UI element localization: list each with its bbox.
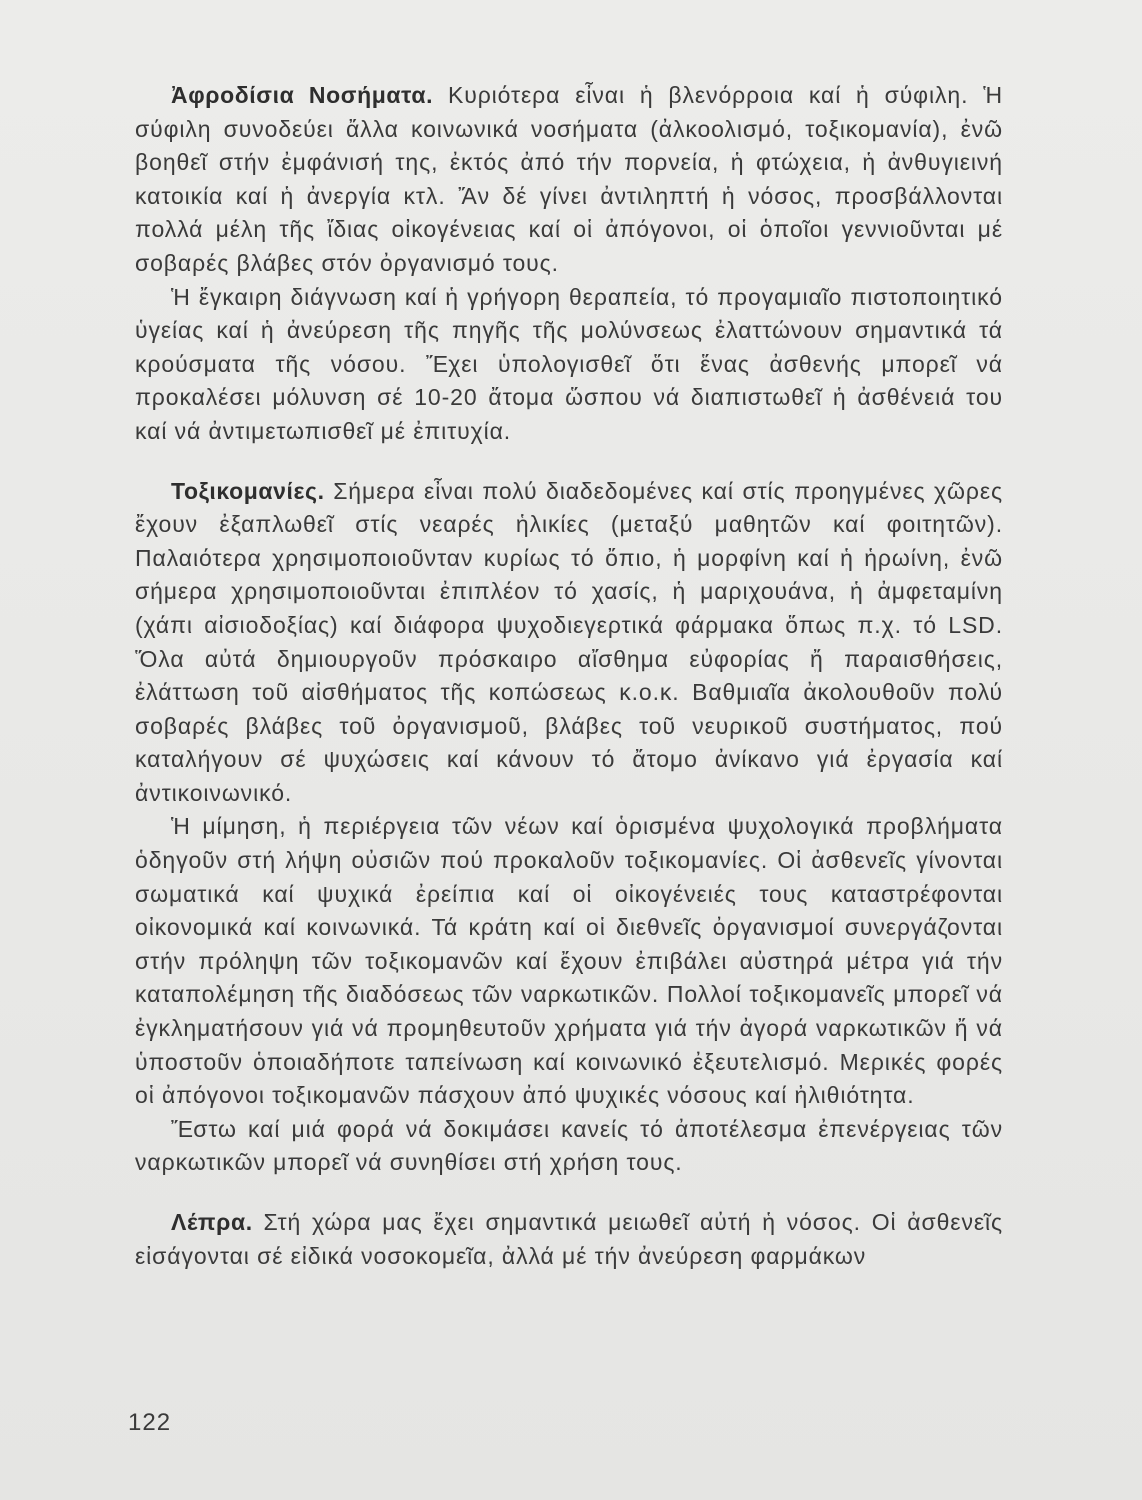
page-number: 122 (128, 1409, 172, 1436)
paragraph-text: Κυριότερα εἶναι ἡ βλενόρροια καί ἡ σύφιλη. Ἡ σύφιλη συνοδεύει ἄλλα κοινωνικά νοσήματα (ἀλκοολισμό, τοξικομανία), ἐνῶ βοηθεῖ στήν ἐμφάνισή της, ἐκτός ἀπό τήν πορνεία, ἡ φτώχεια, ἡ ἀνθυγιεινή κατοικία καί ἡ ἀνεργία κτλ. Ἄν δέ γίνει ἀντιληπτή ἡ νόσος, προσβάλλονται πολλά μέλη τῆς ἴδιας οἰκογένειας καί οἱ ἀπόγονοι, οἱ ὁποῖοι γεννιοῦνται μέ σοβαρές βλάβες στόν ὀργανισμό τους. (135, 82, 1003, 276)
page-body (135, 79, 1003, 1273)
paragraph-text: Στή χώρα μας ἔχει σημαντικά μειωθεῖ αὐτή ἡ νόσος. Οἱ ἀσθενεῖς εἰσάγονται σέ εἰδικά νοσοκομεῖα, ἀλλά μέ τήν ἀνεύρεση φαρμάκων (135, 1209, 1003, 1269)
paragraph-imitation: Ἡ μίμηση, ἡ περιέργεια τῶν νέων καί ὁρισμένα ψυχολογικά προβλήματα ὁδηγοῦν στή λήψη οὐσιῶν πού προκαλοῦν τοξικομανίες. Οἱ ἀσθενεῖς γίνονται σωματικά καί ψυχικά ἐρείπια καί οἱ οἰκογένειές τους καταστρέφονται οἰκονομικά καί κοινωνικά. Τά κράτη καί οἱ διεθνεῖς ὀργανισμοί συνεργάζονται στήν πρόληψη τῶν τοξικομανῶν καί ἔχουν ἐπιβάλει αὐστηρά μέτρα γιά τήν καταπολέμηση τῆς διαδόσεως τῶν ναρκωτικῶν. Πολλοί τοξικομανεῖς μπορεῖ νά ἐγκληματήσουν γιά νά προμηθευτοῦν χρήματα γιά τήν ἀγορά ναρκωτικῶν ἤ νά ὑποστοῦν ὁποιαδήποτε ταπείνωση καί κοινωνικό ἐξευτελισμό. Μερικές φορές οἱ ἀπόγονοι τοξικομανῶν πάσχουν ἀπό ψυχικές νόσους καί ἠλιθιότητα. (135, 813, 1003, 1109)
section-spacer (135, 1180, 1003, 1206)
paragraph-diagnosis: Ἡ ἔγκαιρη διάγνωση καί ἡ γρήγορη θεραπεία, τό προγαμιαῖο πιστοποιητικό ὑγείας καί ἡ ἀνεύρεση τῆς πηγῆς τῆς μολύνσεως ἐλαττώνουν σημαντικά τά κρούσματα τῆς νόσου. Ἔχει ὑπολογισθεῖ ὅτι ἕνας ἀσθενής μπορεῖ νά προκαλέσει μόλυνση σέ 10-20 ἄτομα ὥσπου νά διαπιστωθεῖ ἡ ἀσθένειά του καί νά ἀντιμετωπισθεῖ μέ ἐπιτυχία. (135, 283, 1003, 444)
heading-drug-addiction: Τοξικομανίες. (171, 477, 325, 504)
paragraph-leprosy (135, 1206, 1003, 1273)
paragraph-text: Σήμερα εἶναι πολύ διαδεδομένες καί στίς προηγμένες χῶρες ἔχουν ἐξαπλωθεῖ στίς νεαρές ἡλικίες (μεταξύ μαθητῶν καί φοιτητῶν). Παλαιότερα χρησιμοποιοῦνταν κυρίως τό ὄπιο, ἡ μορφίνη καί ἡ ἡρωίνη, ἐνῶ σήμερα χρησιμοποιοῦνται ἐπιπλέον τό χασίς, ἡ μαριχουάνα, ἡ ἀμφεταμίνη (χάπι αἰσιοδοξίας) καί διάφορα ψυχοδιεγερτικά φάρμακα ὅπως π.χ. τό LSD. Ὅλα αὐτά δημιουργοῦν πρόσκαιρο αἴσθημα εὐφορίας ἤ παραισθήσεις, ἐλάττωση τοῦ αἰσθήματος τῆς κοπώσεως κ.ο.κ. Βαθμιαῖα ἀκολουθοῦν πολύ σοβαρές βλάβες τοῦ ὀργανισμοῦ, βλάβες τοῦ νευρικοῦ συστήματος, πού καταλήγουν σέ ψυχώσεις καί κάνουν τό ἄτομο ἀνίκανο γιά ἐργασία καί ἀντικοινωνικό. (135, 477, 1003, 806)
heading-venereal-diseases: Ἀφροδίσια Νοσήματα. (171, 82, 434, 108)
section-spacer (135, 449, 1003, 475)
paragraph-venereal-diseases (135, 79, 1003, 281)
paragraph-drug-addiction (135, 475, 1003, 811)
heading-leprosy: Λέπρα. (171, 1209, 253, 1235)
paragraph-even-once: Ἔστω καί μιά φορά νά δοκιμάσει κανείς τό ἀποτέλεσμα ἐπενέργειας τῶν ναρκωτικῶν μπορεῖ νά συνηθίσει στή χρήση τους. (135, 1115, 1003, 1176)
